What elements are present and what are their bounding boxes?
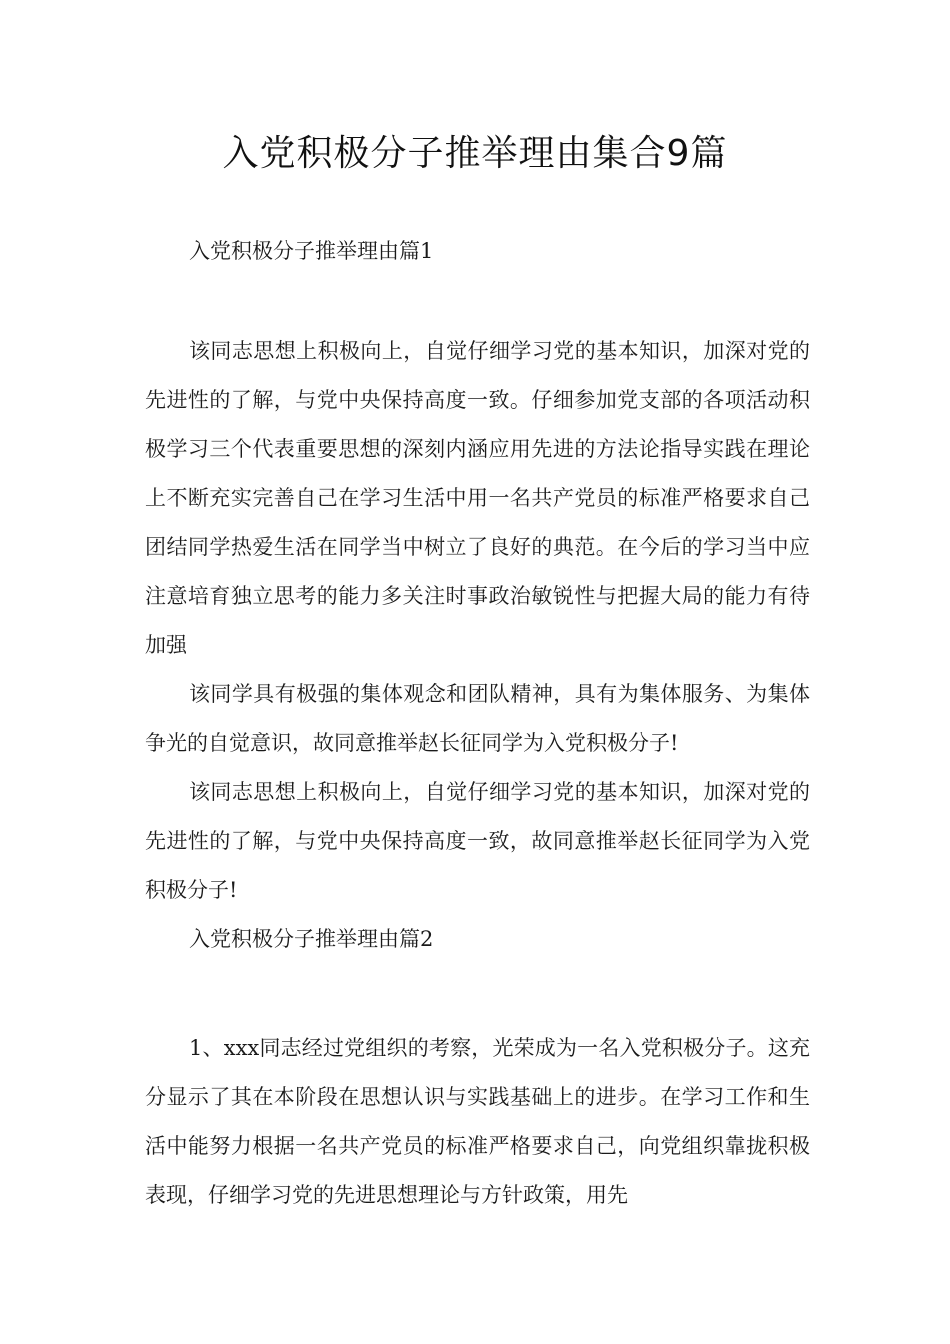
section-1-body [145, 327, 810, 964]
section-heading: 入党积极分子推举理由篇1 [189, 239, 434, 263]
paragraph: 该同志思想上积极向上，自觉仔细学习党的基本知识，加深对党的先进性的了解，与党中央保持高度一致。仔细参加党支部的各项活动积极学习三个代表重要思想的深刻内涵应用先进的方法论指导实践在理论上不断充实完善自己在学习生活中用一名共产党员的标准严格要求自己团结同学热爱生活在同学当中树立了良好的典范。在今后的学习当中应注意培育独立思考的能力多关注时事政治敏锐性与把握大局的能力有待加强 [145, 339, 810, 657]
paragraph: 1、xxx同志经过党组织的考察，光荣成为一名入党积极分子。这充分显示了其在本阶段在思想认识与实践基础上的进步。在学习工作和生活中能努力根据一名共产党员的标准严格要求自己，向党组织靠拢积极表现，仔细学习党的先进思想理论与方针政策，用先 [145, 1036, 810, 1207]
section-heading: 入党积极分子推举理由篇2 [189, 927, 434, 951]
document-title: 入党积极分子推举理由集合9篇 [222, 133, 728, 174]
section-2-body [145, 1024, 810, 1220]
paragraph: 该同志思想上积极向上，自觉仔细学习党的基本知识，加深对党的先进性的了解，与党中央保持高度一致，故同意推举赵长征同学为入党积极分子! [145, 780, 810, 902]
paragraph: 该同学具有极强的集体观念和团队精神，具有为集体服务、为集体争光的自觉意识，故同意推举赵长征同学为入党积极分子! [145, 682, 810, 755]
section-1 [145, 227, 810, 276]
